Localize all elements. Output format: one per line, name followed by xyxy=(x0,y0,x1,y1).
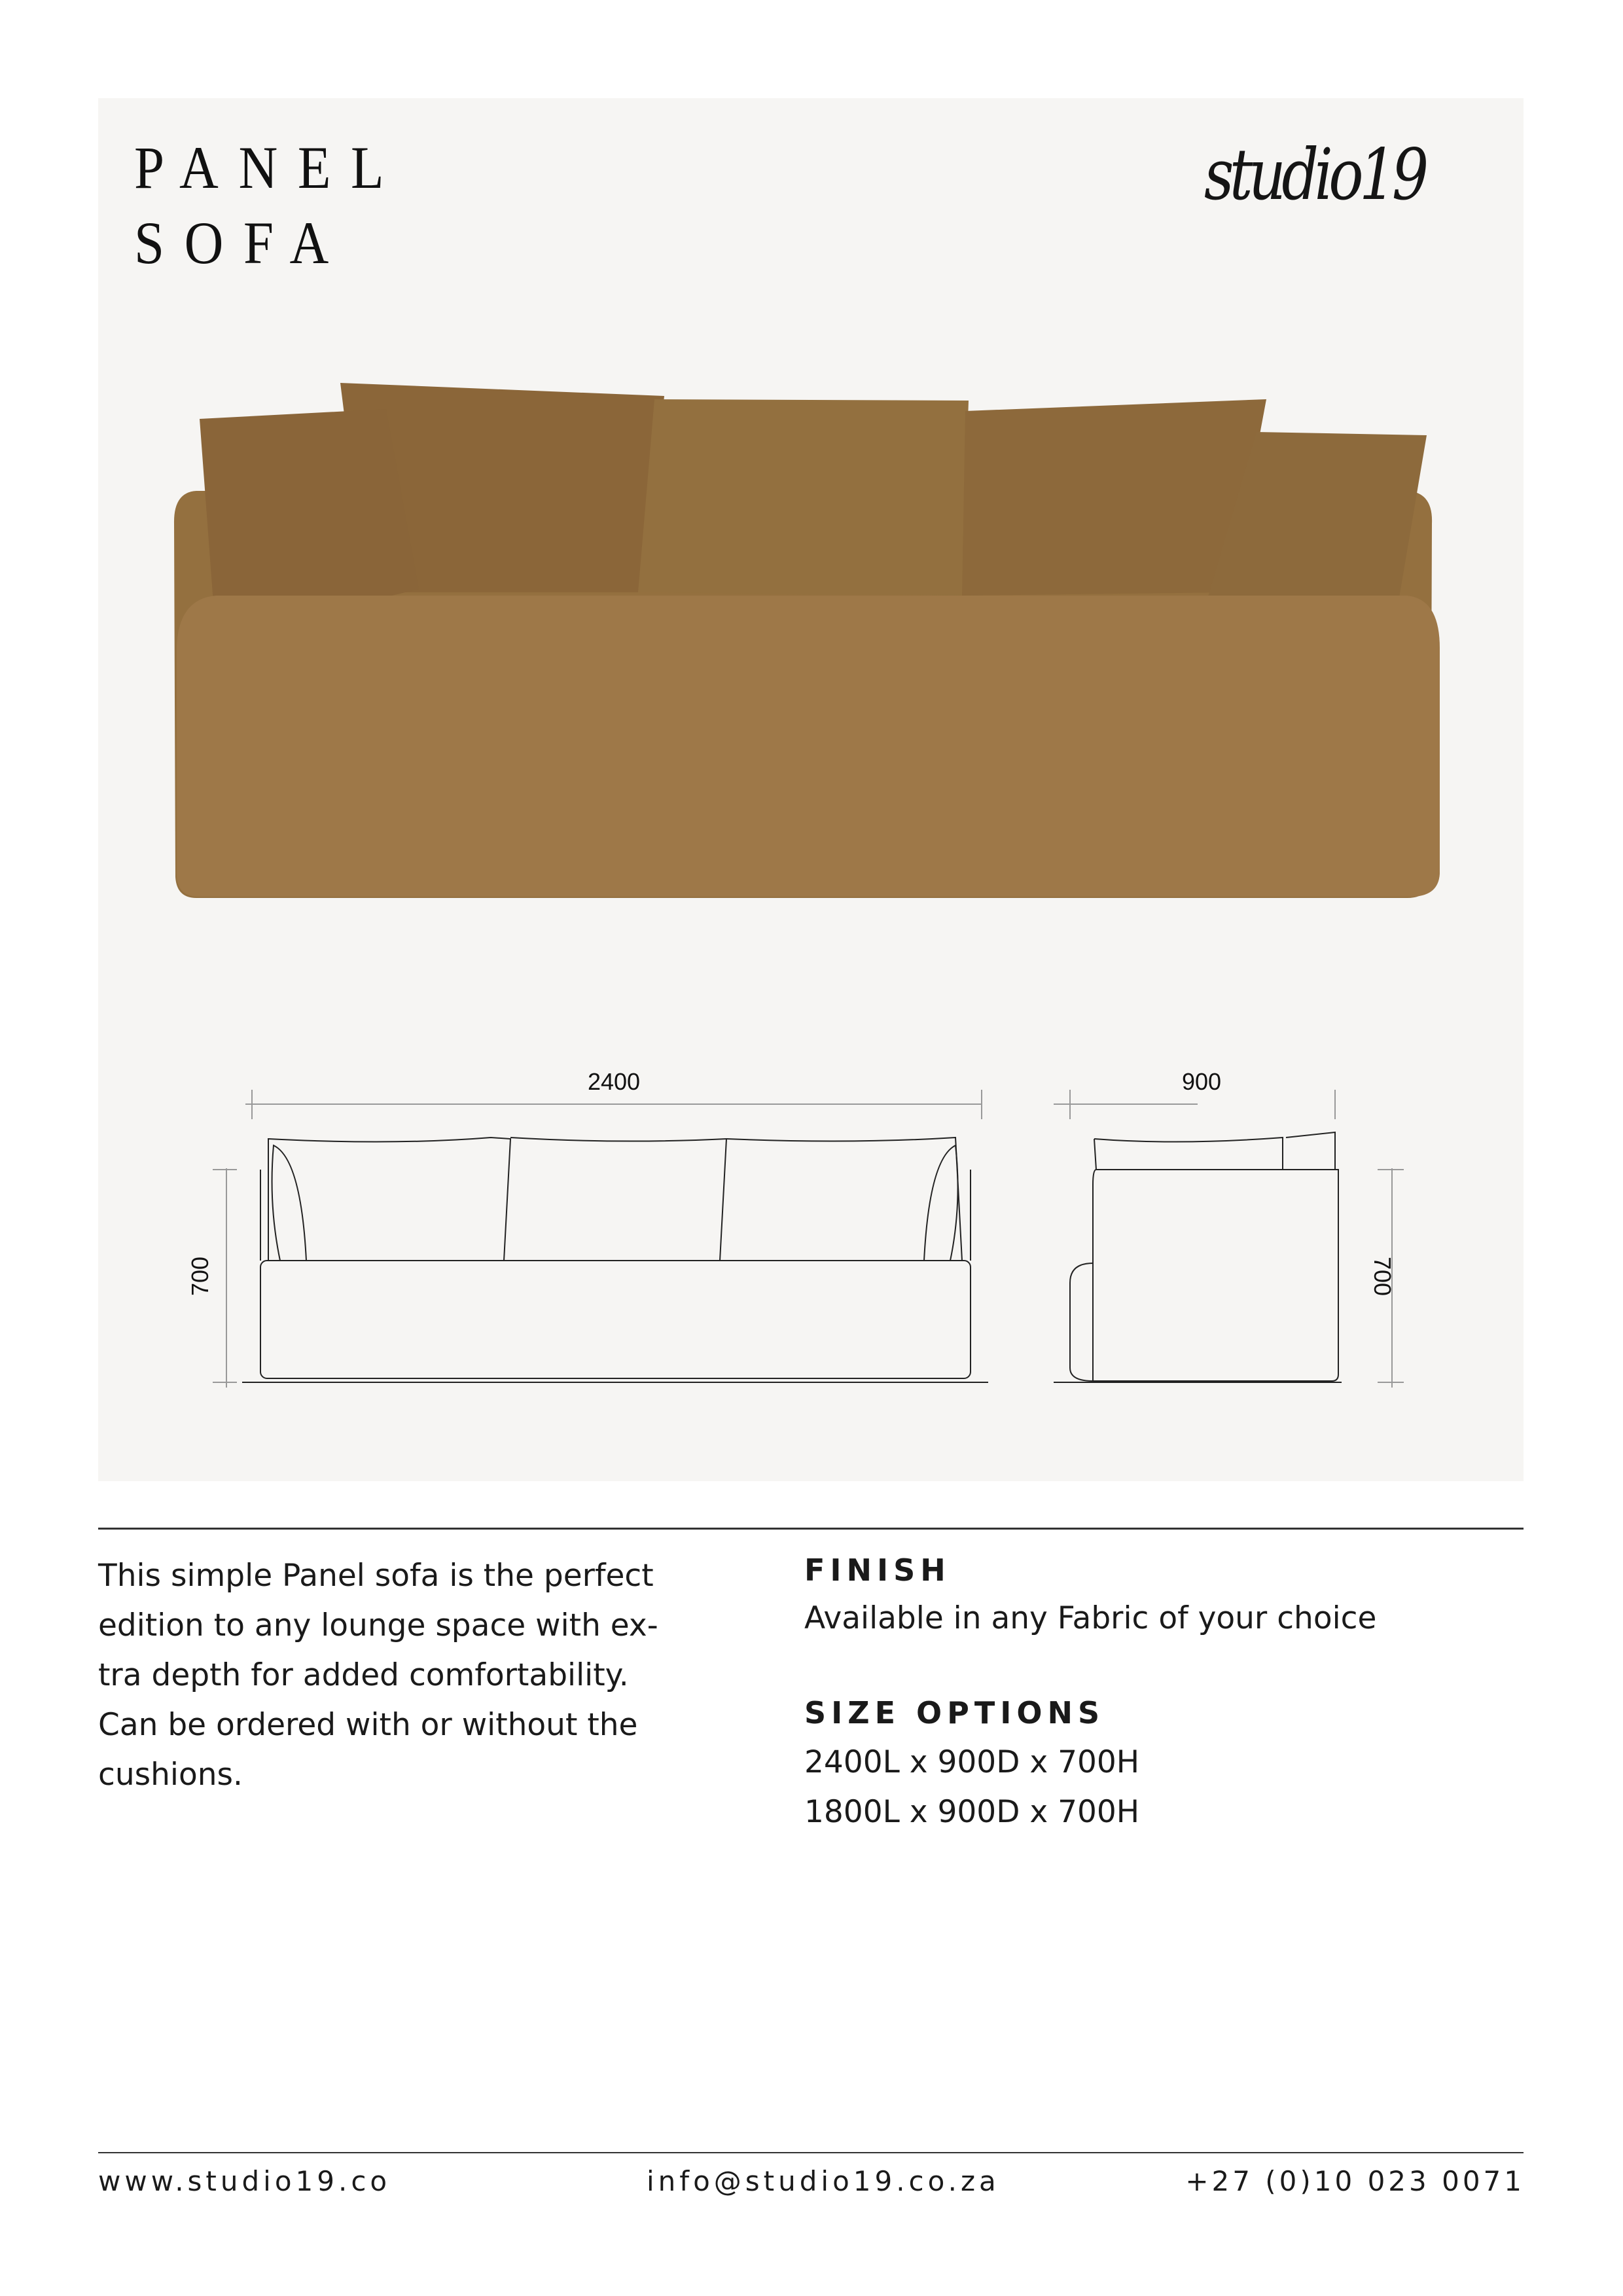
footer-divider xyxy=(98,2152,1524,2153)
description-line: cushions. xyxy=(98,1757,243,1793)
cushion-back-center xyxy=(638,399,969,596)
side-depth-label: 900 xyxy=(1181,1068,1222,1095)
studio19-logo: studio19 xyxy=(1204,134,1425,216)
description-line: edition to any lounge space with ex- xyxy=(98,1607,658,1643)
footer-email-link[interactable]: info@studio19.co.za xyxy=(647,2165,1000,2197)
side-view-drawing xyxy=(1047,1060,1440,1401)
size-option: 1800L x 900D x 700H xyxy=(804,1794,1140,1830)
description-line: Can be ordered with or without the xyxy=(98,1707,638,1743)
sofa-seat xyxy=(177,596,1440,897)
description-line: This simple Panel sofa is the perfect xyxy=(98,1558,654,1594)
product-title-line2: SOFA xyxy=(134,209,349,276)
size-options-heading: SIZE OPTIONS xyxy=(804,1695,1105,1731)
product-title-line1: PANEL xyxy=(134,134,404,201)
finish-heading: FINISH xyxy=(804,1552,951,1588)
front-width-label: 2400 xyxy=(587,1068,641,1095)
side-height-label: 700 xyxy=(1369,1256,1396,1297)
sofa-photo xyxy=(0,0,1623,982)
finish-value: Available in any Fabric of your choice xyxy=(804,1600,1377,1636)
size-option: 2400L x 900D x 700H xyxy=(804,1744,1140,1780)
description-line: tra depth for added comfortability. xyxy=(98,1657,629,1693)
product-description xyxy=(98,1551,687,1800)
footer-website-link[interactable]: www.studio19.co xyxy=(98,2165,391,2197)
front-height-label: 700 xyxy=(187,1256,213,1297)
footer-phone: +27 (0)10 023 0071 xyxy=(1185,2165,1525,2197)
section-divider xyxy=(98,1528,1524,1530)
